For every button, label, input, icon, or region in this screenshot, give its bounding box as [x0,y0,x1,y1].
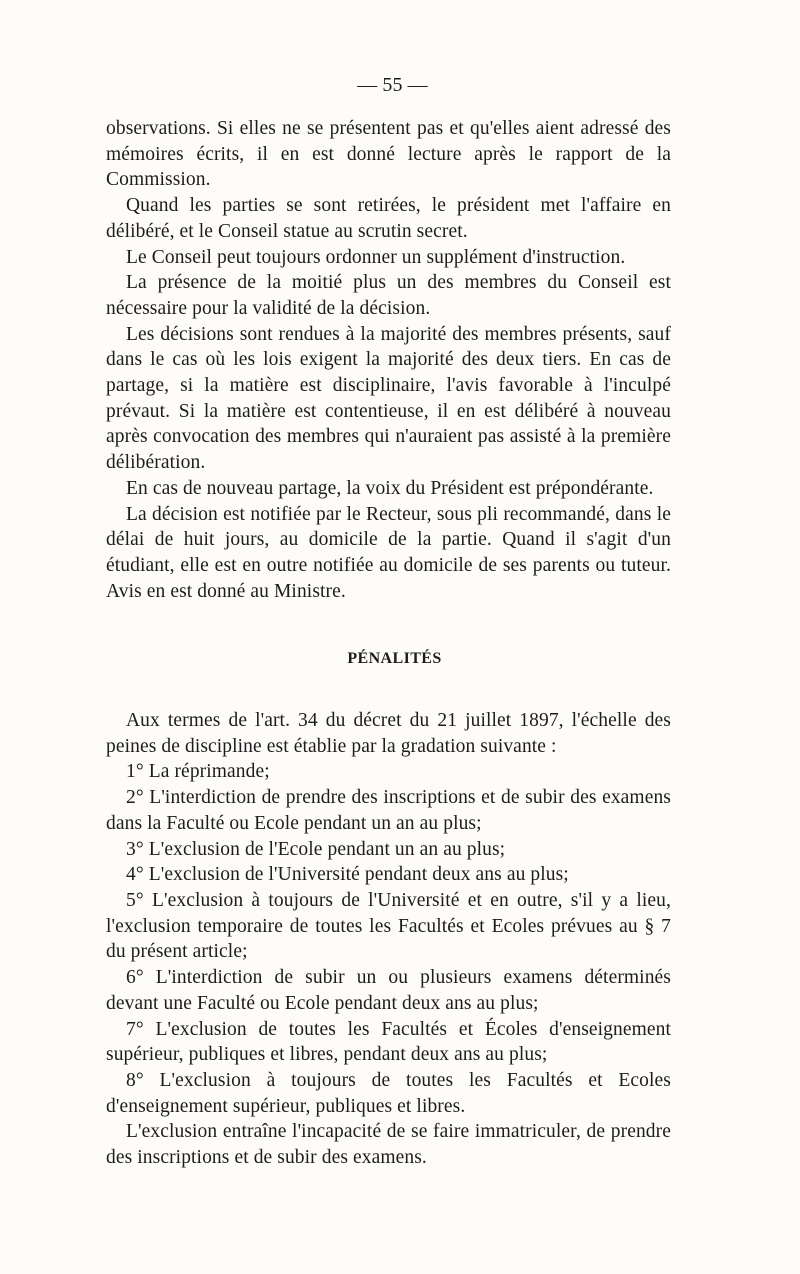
document-page [106,70,671,1171]
paragraph-penalty-intro: Aux termes de l'art. 34 du décret du 21 juillet 1897, l'échelle des peines de discipline est établie par la gradation suivante : [106,710,671,757]
penalty-item-1: 1° La réprimande; [126,761,270,783]
paragraph-exclusion-consequence: L'exclusion entraîne l'incapacité de se faire immatriculer, de prendre des inscriptions et de subir des examens. [106,1121,671,1169]
paragraph-tie-vote: En cas de nouveau partage, la voix du Président est prépondérante. [126,477,654,499]
procedure-text [106,116,671,604]
penalty-item-4: 4° L'exclusion de l'Université pendant deux ans au plus; [126,864,569,886]
penalty-item-5: 5° L'exclusion à toujours de l'Université et en outre, s'il y a lieu, l'exclusion temporaire de toutes les Facultés et Ecoles prévues au § 7 du présent article; [106,889,671,963]
paragraph-majority: Les décisions sont rendues à la majorité des membres présents, sauf dans le cas où les lois exigent la majorité des deux tiers. En cas de partage, si la matière est disciplinaire, l'avis favorable à l'inculpé prévaut. Si la matière est contentieuse, il en est délibéré à nouveau après convocation des membres qui n'auraient pas assisté à la première délibération. [106,323,671,474]
penalties-text [106,708,671,1171]
penalty-item-6: 6° L'interdiction de subir un ou plusieurs examens déterminés devant une Faculté ou Ecole pendant deux ans au plus; [106,967,671,1014]
paragraph-deliberation: Quand les parties se sont retirées, le président met l'affaire en délibéré, et le Conseil statue au scrutin secret. [106,195,671,242]
penalty-item-8: 8° L'exclusion à toujours de toutes les Facultés et Ecoles d'enseignement supérieur, publiques et libres. [106,1069,671,1117]
paragraph-instruction: Le Conseil peut toujours ordonner un supplément d'instruction. [126,246,626,268]
paragraph-observations: observations. Si elles ne se présentent pas et qu'elles aient adressé des mémoires écrits, il en est donné lecture après le rapport de la Commission. [106,118,671,191]
penalty-item-7: 7° L'exclusion de toutes les Facultés et Écoles d'enseignement supérieur, publiques et libres, pendant deux ans au plus; [106,1018,671,1066]
paragraph-notification: La décision est notifiée par le Recteur, sous pli recommandé, dans le délai de huit jours, au domicile de la partie. Quand il s'agit d'un étudiant, elle est en outre notifiée au domicile de ses parents ou tuteur. Avis en est donné au Ministre. [106,503,671,602]
penalty-item-3: 3° L'exclusion de l'Ecole pendant un an au plus; [126,838,506,860]
page-number: — 55 — [357,74,428,96]
section-heading-penalties: PÉNALITÉS [347,650,442,668]
penalty-item-2: 2° L'interdiction de prendre des inscriptions et de subir des examens dans la Faculté ou Ecole pendant un an au plus; [106,787,671,834]
paragraph-quorum: La présence de la moitié plus un des membres du Conseil est nécessaire pour la validité de la décision. [106,272,671,319]
